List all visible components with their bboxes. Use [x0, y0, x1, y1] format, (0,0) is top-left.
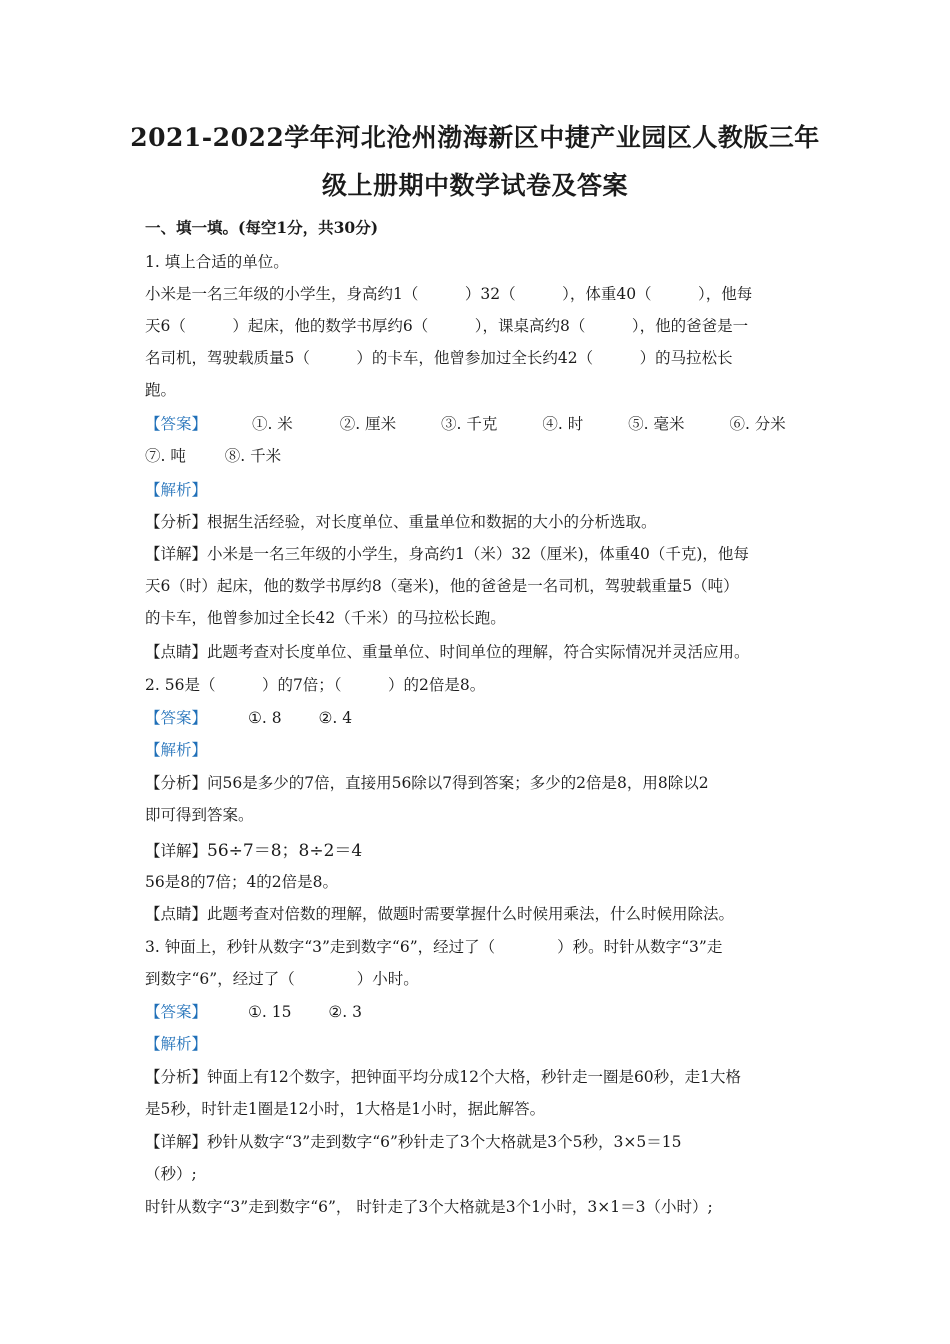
section-heading: 一、填一填。(每空1分，共30分) [145, 218, 379, 237]
answer-item: ①. 米 [251, 415, 293, 433]
analysis-tag: 【解析】 [145, 1035, 208, 1053]
xiangjie-line: 时针从数字“3”走到数字“6”， 时针走了3个大格就是3个1小时，3×1＝3（小时）; [145, 1198, 713, 1216]
dianjing-line: 【点睛】此题考查对倍数的理解，做题时需要掌握什么时候用乘法，什么时候用除法。 [145, 905, 735, 923]
fenxi-line: 是5秒，时针走1圈是12小时，1大格是1小时，据此解答。 [145, 1100, 546, 1118]
dianjing-line: 【点睛】此题考查对长度单位、重量单位、时间单位的理解，符合实际情况并灵活应用。 [145, 643, 750, 661]
question-1-stem: 1. 填上合适的单位。 [145, 253, 289, 271]
document-title-line-2: 级上册期中数学试卷及答案 [321, 171, 628, 200]
xiangjie-line: （秒）; [145, 1165, 197, 1183]
answer-item: ⑥. 分米 [729, 415, 786, 433]
answer-item: ⑦. 吨 [145, 447, 186, 465]
xiangjie-line [145, 836, 362, 861]
question-2-stem: 2. 56是（ ）的7倍；（ ）的2倍是8。 [145, 676, 486, 694]
question-3-stem: 3. 钟面上，秒针从数字“3”走到数字“6”，经过了（ ）秒。时针从数字“3”走 [145, 938, 723, 956]
question-1-answer-row-2 [145, 444, 281, 466]
analysis-tag: 【解析】 [145, 741, 208, 759]
answer-item: ③. 千克 [441, 415, 498, 433]
question-1-text-line: 天6（ ）起床，他的数学书厚约6（ ），课桌高约8（ ），他的爸爸是一 [145, 317, 749, 335]
fenxi-line: 即可得到答案。 [145, 806, 254, 824]
xiangjie-line: 【详解】小米是一名三年级的小学生，身高约1（米）32（厘米)，体重40（千克)，他每 [145, 545, 749, 563]
xiangjie-line: 【详解】秒针从数字“3”走到数字“6”秒针走了3个大格就是3个5秒，3×5＝15 [145, 1133, 682, 1151]
fenxi-line: 【分析】钟面上有12个数字，把钟面平均分成12个大格，秒针走一圈是60秒，走1大格 [145, 1068, 742, 1086]
xiangjie-line: 56是8的7倍；4的2倍是8。 [145, 873, 339, 891]
xiangjie-label: 【详解】 [145, 842, 208, 860]
question-3-answer-row [145, 1000, 362, 1022]
question-3-stem: 到数字“6”，经过了（ ）小时。 [145, 970, 419, 988]
question-2-answer-row [145, 706, 352, 728]
answer-item: ②. 厘米 [339, 415, 397, 433]
fenxi-line: 【分析】根据生活经验，对长度单位、重量单位和数据的大小的分析选取。 [145, 513, 657, 531]
answer-item: ①. 15 [247, 1003, 292, 1021]
question-1-text-line: 跑。 [145, 381, 177, 399]
answer-item: ②. 4 [318, 709, 353, 727]
answer-item: ④. 时 [542, 415, 584, 433]
answer-item: ①. 8 [247, 709, 282, 727]
analysis-tag: 【解析】 [145, 481, 208, 499]
fenxi-line: 【分析】问56是多少的7倍，直接用56除以7得到答案；多少的2倍是8，用8除以2 [145, 774, 709, 792]
math-expression: 56÷7＝8；8÷2＝4 [207, 841, 363, 861]
answer-item: ⑤. 毫米 [628, 415, 685, 433]
xiangjie-line: 的卡车，他曾参加过全长42（千米）的马拉松长跑。 [145, 609, 506, 627]
question-1-text-line: 小米是一名三年级的小学生，身高约1（ ）32（ ），体重40（ ），他每 [145, 285, 753, 303]
question-1-text-line: 名司机，驾驶载质量5（ ）的卡车，他曾参加过全长约42（ ）的马拉松长 [145, 349, 733, 367]
xiangjie-line: 天6（时）起床，他的数学书厚约8（毫米)，他的爸爸是一名司机，驾驶载重量5（吨） [145, 577, 739, 595]
answer-tag: 【答案】 [145, 1003, 208, 1021]
answer-tag: 【答案】 [145, 415, 208, 433]
answer-tag: 【答案】 [145, 709, 208, 727]
answer-item: ②. 3 [328, 1003, 362, 1021]
answer-item: ⑧. 千米 [224, 447, 282, 465]
document-title-line-1: 2021-2022学年河北沧州渤海新区中捷产业园区人教版三年 [130, 123, 820, 152]
question-1-answer-row [145, 412, 786, 434]
